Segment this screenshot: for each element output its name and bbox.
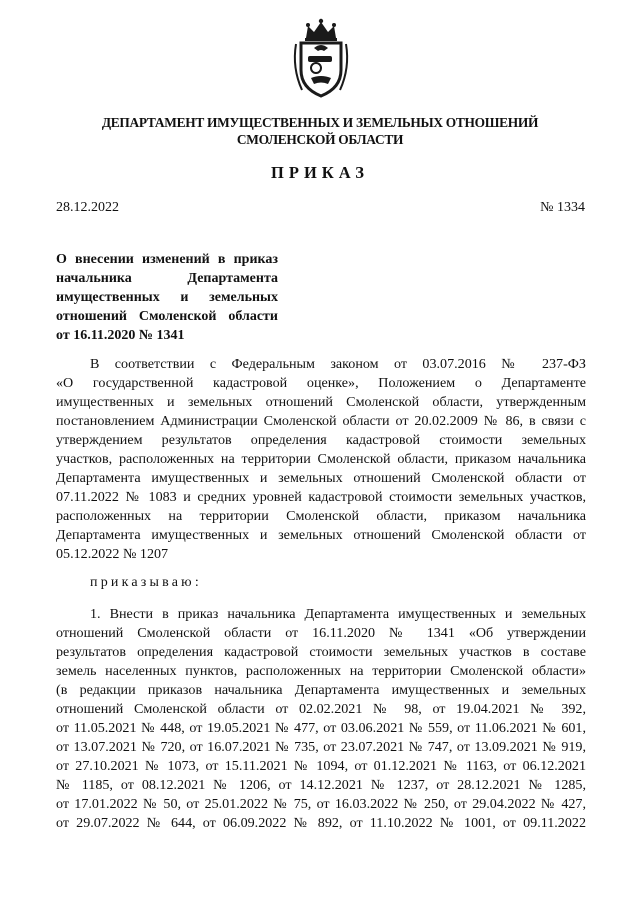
subject-line: отношений Смоленской области — [56, 309, 278, 324]
paragraph-line: отношений Смоленской области от 02.02.2021 № 98, от 19.04.2021 № 392, — [56, 701, 586, 717]
paragraph-line: от 11.05.2021 № 448, от 19.05.2021 № 477, от 03.06.2021 № 559, от 11.06.2021 № 601, — [56, 720, 586, 736]
paragraph-line: земель населенных пунктов, расположенных на территории Смоленской области» — [56, 663, 586, 679]
paragraph-line: расположенных на территории Смоленской области, приказом начальника — [56, 508, 586, 524]
paragraph-line: «О государственной кадастровой оценке», Положением о Департаменте — [56, 375, 586, 391]
coat-of-arms-icon — [288, 18, 354, 100]
department-line-2: СМОЛЕНСКОЙ ОБЛАСТИ — [236, 132, 404, 147]
paragraph-line: Департамента имущественных и земельных отношений Смоленской области от — [56, 527, 586, 543]
paragraph-line: В соответствии с Федеральным законом от 03.07.2016 № 237-ФЗ — [90, 356, 586, 372]
document-number: № 1334 — [540, 200, 585, 215]
subject-line: имущественных и земельных — [56, 290, 278, 305]
document-subject — [56, 250, 278, 345]
paragraph-line: 05.12.2022 № 1207 — [56, 546, 169, 562]
department-name — [40, 114, 600, 148]
paragraph-line: постановлением Администрации Смоленской области от 20.02.2009 № 86, в связи с — [56, 413, 586, 429]
paragraph-line: утверждением результатов определения кадастровой стоимости земельных — [56, 432, 586, 448]
department-line-1: ДЕПАРТАМЕНТ ИМУЩЕСТВЕННЫХ И ЗЕМЕЛЬНЫХ ОТНОШЕНИЙ — [101, 115, 539, 130]
paragraph-line: результатов определения кадастровой стоимости земельных участков в составе — [56, 644, 586, 660]
paragraph-line: № 1185, от 08.12.2021 № 1206, от 14.12.2021 № 1237, от 28.12.2021 № 1285, — [56, 777, 586, 793]
paragraph-line: Департамента имущественных и земельных отношений Смоленской области от — [56, 470, 586, 486]
preamble-paragraph — [56, 355, 586, 564]
paragraph-line: (в редакции приказов начальника Департамента имущественных и земельных — [56, 682, 586, 698]
paragraph-line: 07.11.2022 № 1083 и средних уровней кадастровой стоимости земельных участков, — [56, 489, 586, 505]
clause-1-paragraph — [56, 605, 586, 833]
order-word: приказываю: — [90, 575, 202, 590]
paragraph-line: от 27.10.2021 № 1073, от 15.11.2021 № 1094, от 01.12.2021 № 1163, от 06.12.2021 — [56, 758, 586, 774]
paragraph-line: от 29.07.2022 № 644, от 06.09.2022 № 892, от 11.10.2022 № 1001, от 09.11.2022 — [56, 815, 586, 831]
paragraph-line: отношений Смоленской области от 16.11.2020 № 1341 «Об утверждении — [56, 625, 586, 641]
paragraph-line: от 13.07.2021 № 720, от 16.07.2021 № 735, от 23.07.2021 № 747, от 13.09.2021 № 919, — [56, 739, 586, 755]
subject-line: от 16.11.2020 № 1341 — [56, 328, 185, 343]
document-date: 28.12.2022 — [56, 200, 119, 215]
paragraph-line: 1. Внести в приказ начальника Департамента имущественных и земельных — [90, 606, 586, 622]
subject-line: начальника Департамента — [56, 271, 278, 286]
paragraph-line: участков, расположенных на территории Смоленской области, приказом начальника — [56, 451, 586, 467]
paragraph-line: от 17.01.2022 № 50, от 25.01.2022 № 75, от 16.03.2022 № 250, от 29.04.2022 № 427, — [56, 796, 586, 812]
subject-line: О внесении изменений в приказ — [56, 252, 278, 267]
paragraph-line: имущественных и земельных отношений Смоленской области, утвержденным — [56, 394, 586, 410]
document-title: ПРИКАЗ — [271, 163, 369, 182]
